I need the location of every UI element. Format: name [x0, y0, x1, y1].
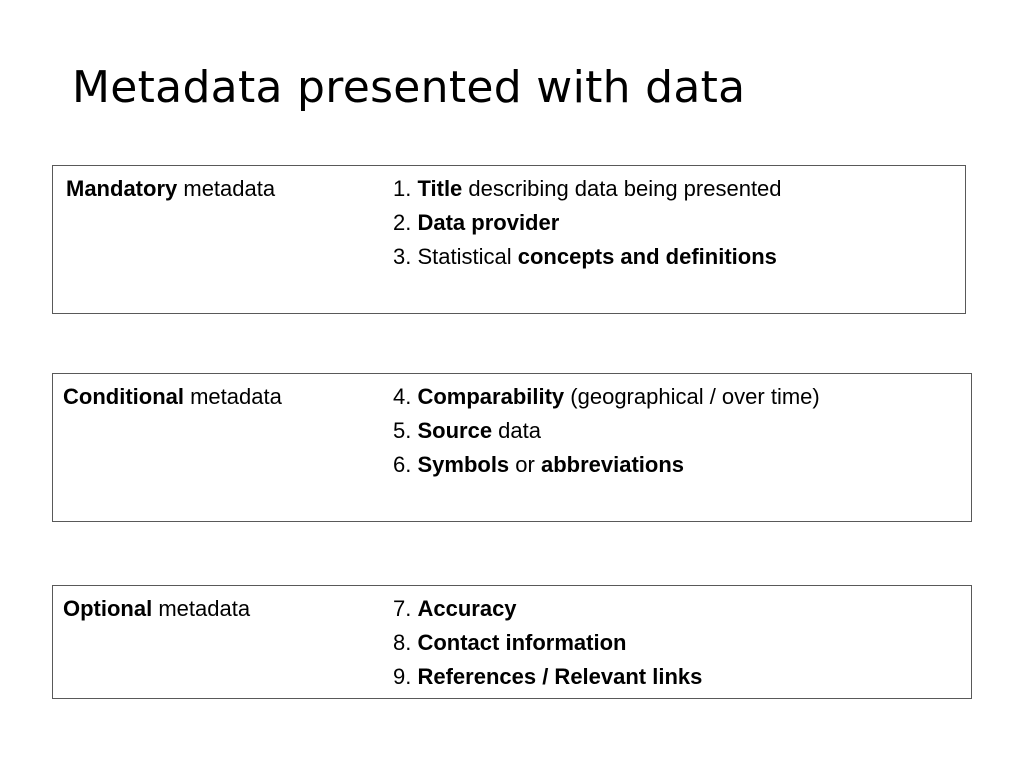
item-number: 2. — [393, 210, 418, 235]
item-number: 7. — [393, 596, 418, 621]
item-bold: concepts and definitions — [517, 244, 777, 269]
conditional-metadata-heading — [63, 380, 282, 414]
item-number: 4. — [393, 384, 418, 409]
item-number: 9. — [393, 664, 418, 689]
optional-metadata-heading — [63, 592, 250, 626]
item-text: describing data being presented — [462, 176, 782, 201]
heading-rest: metadata — [152, 596, 251, 621]
list-item — [393, 592, 702, 626]
item-prefix: Statistical — [417, 244, 518, 269]
item-bold: Data provider — [417, 210, 560, 235]
optional-metadata-box — [52, 585, 972, 699]
item-bold: Accuracy — [417, 596, 517, 621]
heading-rest: metadata — [177, 176, 276, 201]
item-bold: Contact information — [417, 630, 627, 655]
item-bold: Title — [417, 176, 463, 201]
item-number: 1. — [393, 176, 418, 201]
conditional-metadata-box — [52, 373, 972, 522]
list-item — [393, 172, 782, 206]
item-number: 6. — [393, 452, 418, 477]
heading-bold: Optional — [63, 596, 153, 621]
item-number: 5. — [393, 418, 418, 443]
list-item — [393, 206, 782, 240]
item-text: (geographical / over time) — [564, 384, 820, 409]
item-number: 3. — [393, 244, 418, 269]
item-bold: Symbols — [417, 452, 510, 477]
heading-rest: metadata — [183, 384, 282, 409]
list-item — [393, 240, 782, 274]
list-item — [393, 414, 820, 448]
conditional-metadata-list — [393, 380, 820, 482]
item-bold-2: abbreviations — [540, 452, 685, 477]
item-text: data — [492, 418, 541, 443]
list-item — [393, 626, 702, 660]
item-bold: Comparability — [417, 384, 565, 409]
mandatory-metadata-heading — [66, 172, 275, 206]
mandatory-metadata-box — [52, 165, 966, 314]
list-item — [393, 660, 702, 694]
item-number: 8. — [393, 630, 418, 655]
list-item — [393, 380, 820, 414]
list-item — [393, 448, 820, 482]
heading-bold: Conditional — [63, 384, 184, 409]
item-text: or — [509, 452, 541, 477]
optional-metadata-list — [393, 592, 702, 694]
heading-bold: Mandatory — [66, 176, 178, 201]
mandatory-metadata-list — [393, 172, 782, 274]
item-bold: Source — [417, 418, 493, 443]
slide-title: Metadata presented with data — [72, 62, 746, 113]
item-bold: References / Relevant links — [417, 664, 703, 689]
